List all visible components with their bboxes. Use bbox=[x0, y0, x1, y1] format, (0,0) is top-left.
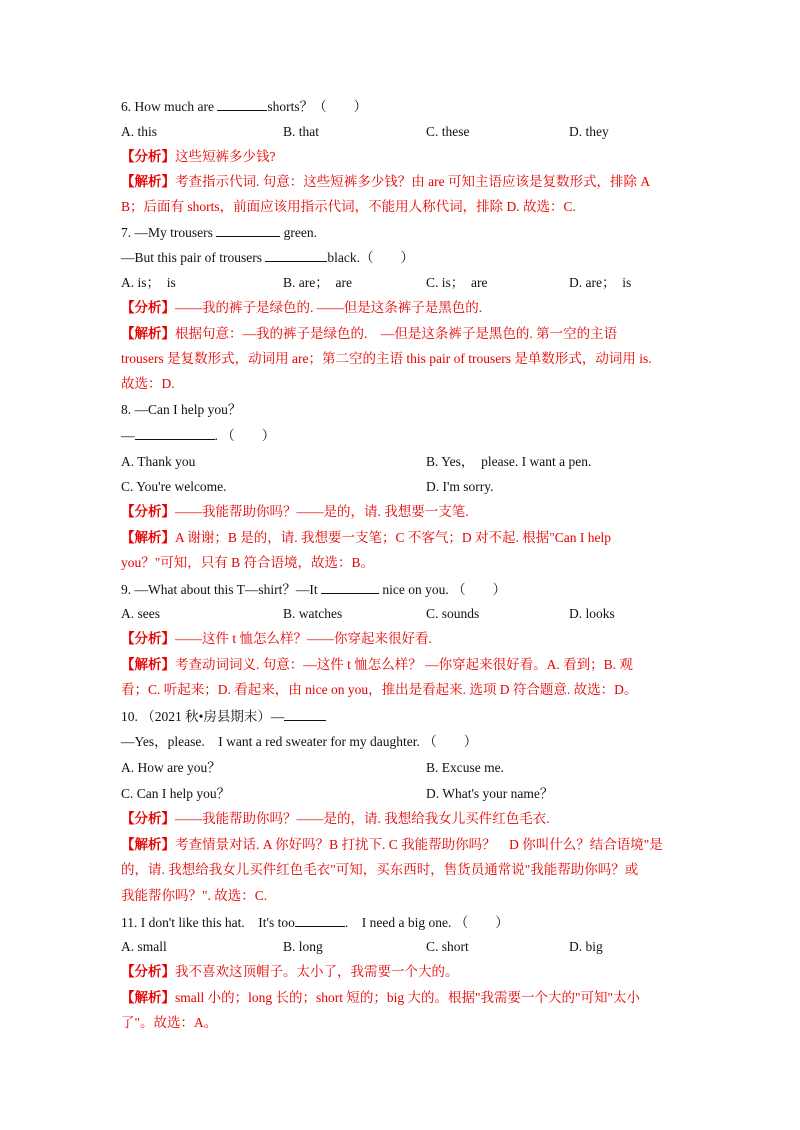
q9-analysis: 【分析】——这件 t 恤怎么样？——你穿起来很好看. bbox=[121, 631, 432, 646]
q7-explanation-line2: trousers 是复数形式，动词用 are；第二空的主语 this pair of trousers 是单数形式，动词用 is. bbox=[121, 351, 652, 366]
q6-stem: 6. How much are shorts？（ ） bbox=[121, 99, 368, 114]
q9-option-b: B. watches bbox=[283, 606, 343, 621]
q11-stem: 11. I don't like this hat. It's too . I need a big one. （ ） bbox=[121, 915, 509, 930]
q10-explanation-line3: 我能帮你吗？". 故选：C. bbox=[121, 888, 268, 903]
q9-option-d: D. looks bbox=[569, 606, 615, 621]
q10-explanation-line1: 【解析】考查情景对话. A 你好吗？B 打扰下. C 我能帮助你吗？ D 你叫什么？结合语境"是 bbox=[121, 837, 663, 852]
q10-option-a: A. How are you？ bbox=[121, 760, 221, 775]
q6-option-a: A. this bbox=[121, 124, 158, 139]
q11-explanation-line1: 【解析】small 小的；long 长的；short 短的；big 大的。根据"我需要一个大的"可知"太小 bbox=[121, 990, 641, 1005]
answer-blank bbox=[284, 707, 326, 721]
q11-option-a: A. small bbox=[121, 939, 167, 954]
q7-explanation-line3: 故选：D. bbox=[121, 376, 175, 391]
q7-line1: 7. —My trousers green. bbox=[121, 225, 317, 240]
answer-blank bbox=[295, 913, 345, 927]
answer-blank bbox=[321, 580, 379, 594]
q8-explanation-line1: 【解析】A 谢谢；B 是的，请. 我想要一支笔；C 不客气；D 对不起. 根据"Can I help bbox=[121, 530, 612, 545]
q11-option-b: B. long bbox=[283, 939, 323, 954]
q10-option-d: D. What's your name？ bbox=[426, 786, 554, 801]
q7-option-c: C. is； are bbox=[426, 275, 488, 290]
q9-stem: 9. —What about this T—shirt？—It nice on you. （ ） bbox=[121, 582, 507, 597]
q8-option-c: C. You're welcome. bbox=[121, 479, 227, 494]
q8-explanation-line2: you？"可知，只有 B 符合语境，故选：B。 bbox=[121, 555, 375, 570]
q8-option-d: D. I'm sorry. bbox=[426, 479, 494, 494]
answer-blank bbox=[216, 223, 280, 237]
q7-analysis: 【分析】——我的裤子是绿色的. ——但是这条裤子是黑色的. bbox=[121, 300, 483, 315]
q8-option-a: A. Thank you bbox=[121, 454, 196, 469]
q10-explanation-line2: 的，请. 我想给我女儿买件红色毛衣"可知，买东西时，售货员通常说"我能帮助你吗？或 bbox=[121, 862, 639, 877]
q11-option-d: D. big bbox=[569, 939, 603, 954]
q9-explanation-line2: 看；C. 听起来；D. 看起来，由 nice on you，推出是看起来. 选项 D 符合题意. 故选：D。 bbox=[121, 682, 638, 697]
q10-line1: 10. （2021 秋•房县期末）— bbox=[121, 707, 326, 726]
q6-option-d: D. they bbox=[569, 124, 609, 139]
q7-explanation-line1: 【解析】根据句意：—我的裤子是绿色的. —但是这条裤子是黑色的. 第一空的主语 bbox=[121, 326, 618, 341]
q11-analysis: 【分析】我不喜欢这顶帽子。太小了，我需要一个大的。 bbox=[121, 964, 459, 979]
q7-option-a: A. is； is bbox=[121, 275, 176, 290]
q8-analysis: 【分析】——我能帮助你吗？——是的，请. 我想要一支笔. bbox=[121, 504, 469, 519]
q8-option-b: B. Yes， please. I want a pen. bbox=[426, 454, 592, 469]
q8-line2: — . （ ） bbox=[121, 428, 276, 443]
q9-option-c: C. sounds bbox=[426, 606, 480, 621]
answer-blank bbox=[135, 426, 215, 440]
q8-line1: 8. —Can I help you？ bbox=[121, 402, 242, 417]
q6-explanation-line1: 【解析】考查指示代词. 句意：这些短裤多少钱？由 are 可知主语应该是复数形式，排除 A bbox=[121, 174, 651, 189]
q6-option-c: C. these bbox=[426, 124, 470, 139]
q6-explanation-line2: B；后面有 shorts，前面应该用指示代词，不能用人称代词，排除 D. 故选：C. bbox=[121, 199, 576, 214]
q11-explanation-line2: 了"。故选：A。 bbox=[121, 1015, 218, 1030]
q10-option-b: B. Excuse me. bbox=[426, 760, 504, 775]
q7-option-d: D. are； is bbox=[569, 275, 632, 290]
q9-explanation-line1: 【解析】考查动词词义. 句意：—这件 t 恤怎么样？ —你穿起来很好看。A. 看到；B. 观 bbox=[121, 657, 633, 672]
answer-blank bbox=[265, 248, 327, 262]
q6-analysis: 【分析】这些短裤多少钱? bbox=[121, 149, 276, 164]
q9-option-a: A. sees bbox=[121, 606, 160, 621]
q10-analysis: 【分析】——我能帮助你吗？——是的，请. 我想给我女儿买件红色毛衣. bbox=[121, 811, 550, 826]
answer-blank bbox=[217, 97, 267, 111]
q6-option-b: B. that bbox=[283, 124, 319, 139]
q10-option-c: C. Can I help you？ bbox=[121, 786, 231, 801]
q7-line2: —But this pair of trousers black.（ ） bbox=[121, 250, 414, 265]
q10-line2: —Yes，please. I want a red sweater for my daughter. （ ） bbox=[121, 734, 478, 749]
q11-option-c: C. short bbox=[426, 939, 469, 954]
q7-option-b: B. are； are bbox=[283, 275, 352, 290]
